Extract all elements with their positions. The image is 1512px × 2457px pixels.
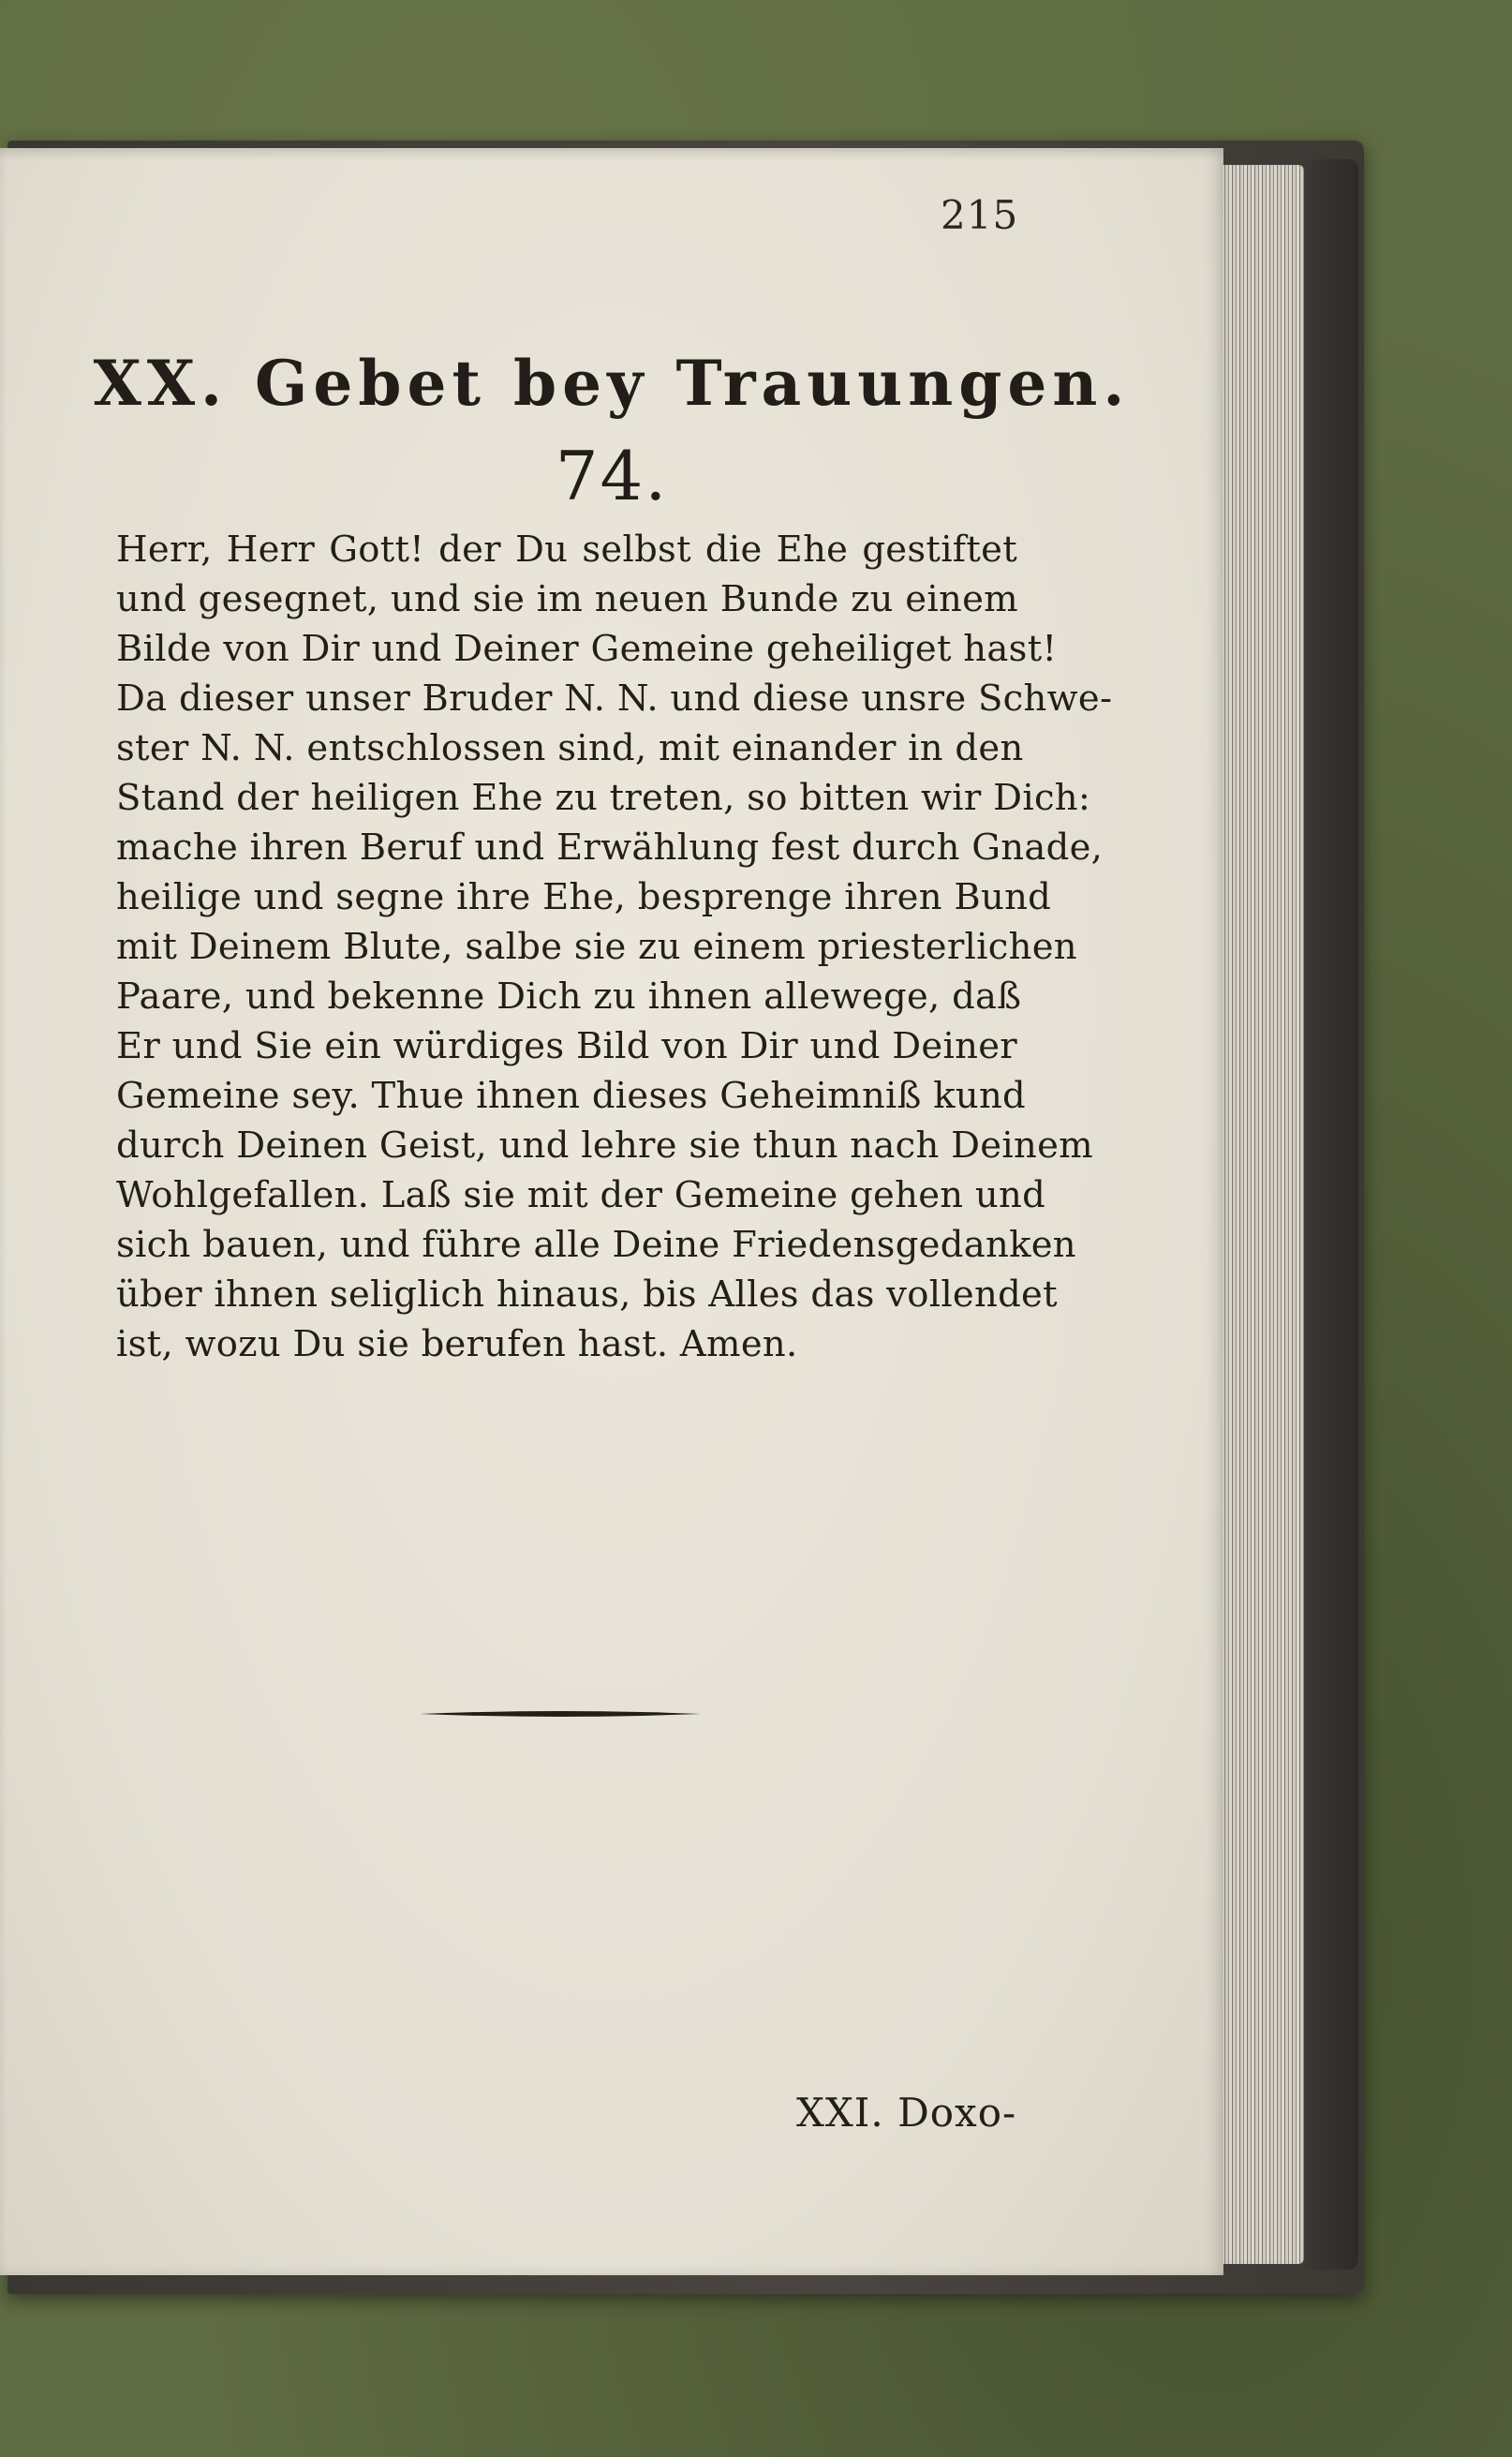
ornamental-rule <box>420 1709 701 1719</box>
text-line: mit Deinem Blute, salbe sie zu einem priesterlichen <box>116 926 1077 968</box>
text-line: Wohlgefallen. Laß sie mit der Gemeine gehen und <box>116 1174 1046 1216</box>
prayer-text <box>116 525 1113 1369</box>
text-line: ist, wozu Du sie berufen hast. Amen. <box>116 1323 798 1365</box>
text-line: durch Deinen Geist, und lehre sie thun nach Deinem <box>116 1124 1093 1167</box>
text-line: Bilde von Dir und Deiner Gemeine geheiliget hast! <box>116 628 1058 670</box>
text-line: und gesegnet, und sie im neuen Bunde zu einem <box>116 578 1018 620</box>
text-line: ster N. N. entschlossen sind, mit einander in den <box>116 727 1024 769</box>
text-line: Er und Sie ein würdiges Bild von Dir und Deiner <box>116 1025 1017 1067</box>
text-line: Gemeine sey. Thue ihnen dieses Geheimniß kund <box>116 1075 1026 1117</box>
text-line: heilige und segne ihre Ehe, besprenge ihren Bund <box>116 876 1052 918</box>
page-edges <box>1218 165 1304 2264</box>
catchword: XXI. Doxo- <box>796 2090 1017 2136</box>
book-spine-shadow <box>1304 159 1358 2270</box>
text-line: Paare, und bekenne Dich zu ihnen allewege, daß <box>116 975 1022 1018</box>
prayer-number: 74. <box>555 437 669 515</box>
text-line: mache ihren Beruf und Erwählung fest durch Gnade, <box>116 826 1104 869</box>
text-line: über ihnen seliglich hinaus, bis Alles das vollendet <box>116 1273 1058 1316</box>
text-line: Stand der heiligen Ehe zu treten, so bitten wir Dich: <box>116 777 1091 819</box>
text-line: Da dieser unser Bruder N. N. und diese unsre Schwe- <box>116 678 1113 720</box>
text-line: Herr, Herr Gott! der Du selbst die Ehe gestiftet <box>116 529 1017 571</box>
section-heading: XX. Gebet bey Trauungen. <box>93 347 1131 420</box>
text-line: sich bauen, und führe alle Deine Friedensgedanken <box>116 1224 1076 1266</box>
page-number: 215 <box>941 192 1019 238</box>
